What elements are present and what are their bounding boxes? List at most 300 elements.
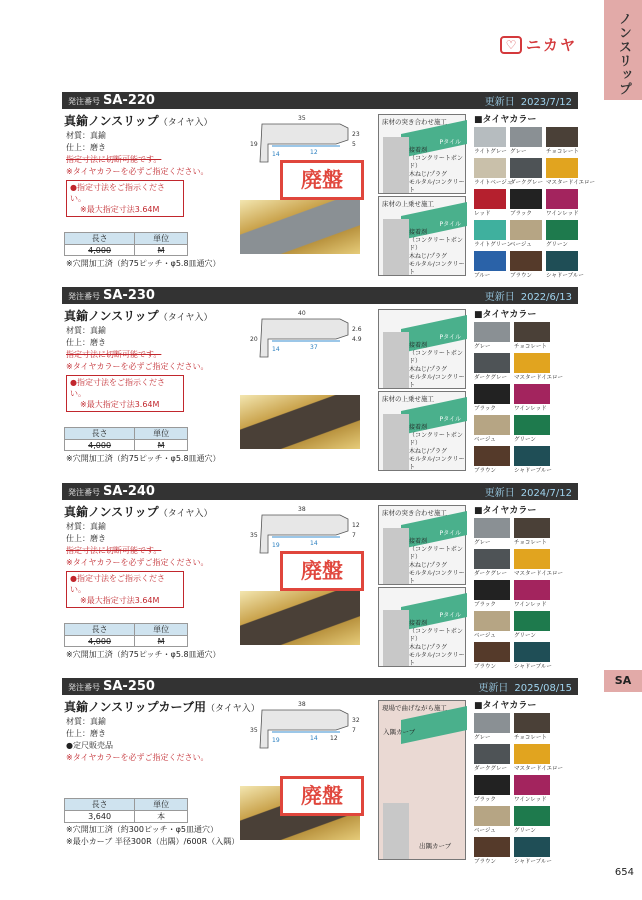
color-swatch-cell[interactable] [474, 251, 506, 280]
color-swatch-cell[interactable] [474, 415, 510, 444]
color-swatch[interactable] [474, 384, 510, 404]
color-name: グリーン [546, 242, 568, 248]
install-legend [409, 342, 465, 390]
finish-text: 仕上：磨き [66, 338, 106, 347]
color-swatch[interactable] [514, 744, 550, 764]
product-title [64, 698, 260, 715]
subfloor [383, 137, 409, 193]
color-swatch-cell[interactable] [514, 518, 550, 547]
color-name: ブラック [510, 211, 532, 217]
color-swatch-cell[interactable] [474, 744, 510, 773]
color-grid [474, 127, 596, 280]
update-date [478, 679, 572, 694]
color-swatch[interactable] [474, 806, 510, 826]
color-name: ワインレッド [514, 406, 547, 412]
order-code [68, 484, 155, 499]
product-name: 真鍮ノンスリップカーブ用 [64, 700, 206, 714]
dimension-label: 23 [352, 131, 360, 138]
install-diagram-2 [378, 587, 466, 667]
color-swatch-cell[interactable] [514, 353, 564, 382]
color-swatch[interactable] [514, 611, 550, 631]
unit-value: 本 [135, 811, 188, 823]
color-name: ベージュ [474, 437, 496, 443]
length-value: 4,000 [65, 245, 135, 256]
dimension-label: 12 [330, 735, 338, 742]
tire-color-title: ■タイヤカラー [474, 506, 537, 516]
unit-header: 単位 [135, 799, 188, 811]
tire-color-title: ■タイヤカラー [474, 310, 537, 320]
install-legend-item: 木ねじ/プラグ [409, 253, 448, 260]
color-swatch[interactable] [510, 189, 542, 209]
dimension-label: 14 [310, 540, 318, 547]
curve-label: 出隅カーブ [419, 842, 452, 850]
table-row [65, 811, 188, 823]
color-swatch[interactable] [546, 158, 578, 178]
material-text: 材質：真鍮 [66, 522, 106, 531]
tire-color-panel [474, 698, 574, 866]
material-text: 材質：真鍮 [66, 131, 106, 140]
tire-color-note: ※タイヤカラーを必ずご指定ください。 [66, 362, 209, 371]
size-note-box [66, 180, 184, 217]
update-date-label: 更新日 [484, 292, 515, 303]
curve-label: 入隅カーブ [383, 728, 416, 736]
cross-section-drawing [240, 310, 362, 361]
install-legend-item: 木ねじ/プラグ [409, 448, 448, 455]
curve-note: ※最小カーブ 半径300R（出隅）/600R（入隅） [66, 837, 240, 846]
install-legend-item: （コンクリートボンド） [409, 237, 463, 252]
color-name: ブラウン [510, 273, 533, 279]
color-name: ワインレッド [514, 797, 547, 803]
install-legend-item: （コンクリートボンド） [409, 546, 463, 561]
color-swatch[interactable] [474, 127, 506, 147]
install-legend-item: 接着剤 [409, 147, 428, 154]
size-note-box [66, 375, 184, 412]
table-header-row [65, 428, 188, 440]
color-swatch-cell[interactable] [514, 549, 564, 578]
color-swatch[interactable] [474, 415, 510, 435]
order-code-value: SA-240 [103, 484, 155, 499]
color-swatch-cell[interactable] [474, 353, 510, 382]
color-name: ワインレッド [546, 211, 579, 217]
length-header: 長さ [65, 624, 135, 636]
install-caption: 現場で曲げながら施工 [382, 704, 447, 712]
category-side-tab[interactable] [604, 0, 642, 100]
color-swatch[interactable] [474, 251, 506, 271]
tire-color-note: ※タイヤカラーを必ずご指定ください。 [66, 167, 209, 176]
dimension-label: 35 [298, 115, 306, 122]
product-name: 真鍮ノンスリップ [64, 505, 159, 519]
unit-value: M [135, 245, 188, 256]
tile-label: Pタイル [439, 139, 461, 146]
color-swatch[interactable] [514, 446, 550, 466]
color-swatch[interactable] [514, 322, 550, 342]
sale-note: ●定尺販売品 [66, 741, 113, 750]
color-swatch[interactable] [514, 353, 550, 373]
table-header-row [65, 799, 188, 811]
color-name: シャドーブルー [546, 273, 584, 279]
color-swatch-cell[interactable] [514, 713, 550, 742]
dimension-label: 19 [272, 737, 280, 744]
color-swatch-cell[interactable] [546, 158, 596, 187]
color-swatch-cell[interactable] [514, 806, 550, 835]
table-row [65, 636, 188, 647]
color-swatch[interactable] [474, 837, 510, 857]
color-swatch-cell[interactable] [474, 775, 510, 804]
color-swatch-cell[interactable] [474, 837, 510, 866]
color-swatch[interactable] [514, 837, 550, 857]
length-table [64, 623, 188, 647]
order-code [68, 679, 155, 694]
color-swatch[interactable] [474, 549, 510, 569]
color-swatch-cell[interactable] [474, 158, 513, 187]
material-text: 材質：真鍮 [66, 326, 106, 335]
section-header [62, 92, 578, 109]
color-swatch-cell[interactable] [474, 713, 510, 742]
color-swatch-cell[interactable] [510, 220, 542, 249]
subfloor [383, 803, 409, 859]
unit-value: M [135, 636, 188, 647]
color-swatch-cell[interactable] [474, 806, 510, 835]
color-swatch-cell[interactable] [474, 127, 506, 156]
install-legend [409, 538, 465, 586]
color-swatch[interactable] [474, 518, 510, 538]
cross-section-drawing [240, 116, 358, 166]
length-value: 3,640 [65, 811, 135, 823]
product-photo [240, 591, 360, 645]
color-grid [474, 713, 574, 866]
product-section [62, 678, 578, 868]
size-note-2: ※最大指定寸法3.64M [80, 400, 160, 409]
color-swatch-cell[interactable] [474, 549, 510, 578]
subfloor [383, 528, 409, 584]
color-swatch[interactable] [514, 384, 550, 404]
color-name: グリーン [514, 633, 536, 639]
color-name: ダークグレー [474, 571, 508, 577]
color-swatch[interactable] [546, 220, 578, 240]
color-grid [474, 518, 574, 671]
color-name: チョコレート [514, 735, 547, 741]
install-legend-item: モルタル/コンクリート [409, 652, 465, 667]
color-swatch-cell[interactable] [474, 580, 510, 609]
color-name: ブラック [474, 602, 496, 608]
dimension-label: 14 [272, 151, 280, 158]
color-swatch-cell[interactable] [474, 322, 510, 351]
color-swatch[interactable] [514, 549, 550, 569]
tire-color-note: ※タイヤカラーを必ずご指定ください。 [66, 753, 209, 762]
install-legend-item: 接着剤 [409, 229, 428, 236]
product-name: 真鍮ノンスリップ [64, 309, 159, 323]
size-note-1: ●指定寸法をご指示ください。 [70, 183, 165, 203]
tile-label: Pタイル [439, 612, 461, 619]
color-swatch[interactable] [514, 580, 550, 600]
length-header: 長さ [65, 233, 135, 245]
color-name: マスタードイエロー [514, 571, 564, 577]
size-note-2: ※最大指定寸法3.64M [80, 596, 160, 605]
color-name: チョコレート [546, 149, 579, 155]
color-swatch-cell[interactable] [514, 580, 550, 609]
install-legend-item: 接着剤 [409, 342, 428, 349]
update-date [485, 288, 572, 303]
length-header: 長さ [65, 799, 135, 811]
unit-header: 単位 [135, 624, 188, 636]
color-swatch[interactable] [514, 642, 550, 662]
color-name: チョコレート [514, 344, 547, 350]
tile-label: Pタイル [439, 334, 461, 341]
color-name: グリーン [514, 437, 536, 443]
unit-value: M [135, 440, 188, 451]
install-legend [409, 147, 465, 195]
color-swatch[interactable] [510, 251, 542, 271]
install-diagram-1 [378, 309, 466, 389]
color-swatch[interactable] [474, 322, 510, 342]
size-note-box [66, 571, 184, 608]
install-caption: 床材の上乗せ施工 [382, 200, 434, 208]
color-swatch-cell[interactable] [546, 189, 578, 218]
color-swatch[interactable] [510, 127, 542, 147]
update-date-value: 2024/7/12 [520, 488, 572, 499]
order-code-value: SA-230 [103, 288, 155, 303]
section-header [62, 483, 578, 500]
color-swatch-cell[interactable] [510, 127, 542, 156]
color-swatch-cell[interactable] [514, 744, 564, 773]
install-legend [409, 424, 465, 472]
color-name: ブルー [474, 273, 491, 279]
color-swatch-cell[interactable] [514, 384, 550, 413]
install-legend-item: 木ねじ/プラグ [409, 562, 448, 569]
length-value: 4,000 [65, 636, 135, 647]
cut-note-struck: 指定寸法に切断可能です。 [66, 546, 162, 555]
brand-name: ニカヤ [526, 36, 578, 54]
dimension-label: 38 [298, 701, 306, 708]
brand-logo [500, 34, 577, 55]
color-swatch[interactable] [474, 744, 510, 764]
color-name: グレー [474, 540, 491, 546]
unit-header: 単位 [135, 428, 188, 440]
color-name: シャドーブルー [514, 859, 552, 865]
dimension-label: 5 [352, 141, 356, 148]
category-label: ノンスリップ [616, 12, 631, 96]
color-swatch-cell[interactable] [546, 127, 578, 156]
dimension-label: 19 [272, 542, 280, 549]
length-table [64, 798, 188, 823]
install-legend [409, 620, 465, 668]
unit-header: 単位 [135, 233, 188, 245]
color-swatch-cell[interactable] [546, 220, 578, 249]
length-value: 4,000 [65, 440, 135, 451]
dimension-label: 7 [352, 727, 356, 734]
install-caption: 床材の上乗せ施工 [382, 395, 434, 403]
finish-text: 仕上：磨き [66, 729, 106, 738]
color-swatch-cell[interactable] [474, 446, 510, 475]
length-table [64, 232, 188, 256]
product-name-sub: （タイヤ入） [158, 313, 213, 323]
color-swatch[interactable] [514, 713, 550, 733]
subfloor [383, 332, 409, 388]
cross-section-drawing [240, 702, 358, 752]
color-swatch-cell[interactable] [474, 642, 510, 671]
install-legend-item: （コンクリートボンド） [409, 628, 463, 643]
color-swatch-cell[interactable] [474, 384, 510, 413]
color-swatch[interactable] [510, 158, 542, 178]
color-name: ブラウン [474, 664, 497, 670]
tire-color-note: ※タイヤカラーを必ずご指定ください。 [66, 558, 209, 567]
color-name: シャドーブルー [514, 468, 552, 474]
color-swatch[interactable] [474, 189, 506, 209]
hole-note: ※穴開加工済（約75ピッチ・φ5.8皿通穴） [66, 650, 221, 659]
color-swatch[interactable] [474, 353, 510, 373]
color-name: マスタードイエロー [514, 766, 564, 772]
color-name: ダークグレー [474, 375, 508, 381]
install-legend-item: （コンクリートボンド） [409, 432, 463, 447]
tire-color-title: ■タイヤカラー [474, 701, 537, 711]
color-swatch-cell[interactable] [514, 611, 550, 640]
dimension-label: 2.6 [352, 326, 362, 333]
color-swatch-cell[interactable] [514, 775, 550, 804]
order-code [68, 93, 155, 108]
color-swatch[interactable] [514, 518, 550, 538]
color-swatch-cell[interactable] [514, 837, 550, 866]
product-photo [240, 200, 360, 254]
subfloor [383, 414, 409, 470]
finish-text: 仕上：磨き [66, 143, 106, 152]
update-date [485, 93, 572, 108]
install-legend-item: モルタル/コンクリート [409, 179, 465, 194]
install-diagram-2 [378, 391, 466, 471]
install-diagram-1 [378, 700, 466, 860]
table-header-row [65, 233, 188, 245]
color-swatch[interactable] [514, 775, 550, 795]
color-swatch-cell[interactable] [514, 322, 550, 351]
install-legend-item: モルタル/コンクリート [409, 261, 465, 276]
color-swatch-cell[interactable] [474, 220, 513, 249]
order-code-label: 発注番号 [68, 97, 100, 106]
install-legend-item: 接着剤 [409, 620, 428, 627]
dimension-label: 14 [310, 735, 318, 742]
color-swatch[interactable] [474, 611, 510, 631]
section-header [62, 287, 578, 304]
install-legend-item: モルタル/コンクリート [409, 570, 465, 585]
color-swatch[interactable] [514, 415, 550, 435]
tire-color-panel [474, 307, 574, 475]
product-photo [240, 395, 360, 449]
color-swatch[interactable] [474, 446, 510, 466]
install-legend-item: 木ねじ/プラグ [409, 644, 448, 651]
product-name: 真鍮ノンスリップ [64, 114, 159, 128]
order-code-value: SA-250 [103, 679, 155, 694]
color-name: ベージュ [474, 828, 496, 834]
order-code-label: 発注番号 [68, 292, 100, 301]
color-name: ダークグレー [474, 766, 508, 772]
color-swatch-cell[interactable] [514, 642, 550, 671]
color-swatch-cell[interactable] [474, 611, 510, 640]
tire-color-title: ■タイヤカラー [474, 115, 537, 125]
hole-note: ※穴開加工済（約75ピッチ・φ5.8皿通穴） [66, 259, 221, 268]
update-date-label: 更新日 [484, 97, 515, 108]
order-code [68, 288, 155, 303]
discontinued-stamp: 廃盤 [280, 776, 364, 816]
color-name: ブラウン [474, 859, 497, 865]
install-caption: 床材の突き合わせ施工 [382, 118, 447, 126]
color-swatch[interactable] [546, 189, 578, 209]
color-swatch-cell[interactable] [514, 446, 550, 475]
color-swatch-cell[interactable] [474, 189, 506, 218]
color-swatch-cell[interactable] [510, 189, 542, 218]
color-name: ベージュ [474, 633, 496, 639]
product-section [62, 92, 596, 282]
product-name-sub: （タイヤ入） [158, 118, 213, 128]
dimension-label: 40 [298, 310, 306, 317]
product-section [62, 287, 578, 477]
dimension-label: 4.9 [352, 336, 362, 343]
product-title [64, 112, 213, 129]
table-row [65, 245, 188, 256]
product-name-sub: （タイヤ入） [158, 509, 213, 519]
color-swatch[interactable] [510, 220, 542, 240]
install-legend-item: モルタル/コンクリート [409, 374, 465, 389]
size-note-1: ●指定寸法をご指示ください。 [70, 574, 165, 594]
install-caption: 床材の突き合わせ施工 [382, 509, 447, 517]
color-swatch-cell[interactable] [510, 158, 542, 187]
color-name: シャドーブルー [514, 664, 552, 670]
color-swatch-cell[interactable] [474, 518, 510, 547]
color-swatch-cell[interactable] [546, 251, 584, 280]
sa-index-tab[interactable]: SA [604, 670, 642, 692]
cut-note-struck: 指定寸法に切断可能です。 [66, 350, 162, 359]
update-date-label: 更新日 [484, 488, 515, 499]
subfloor [383, 219, 409, 275]
color-swatch[interactable] [474, 775, 510, 795]
color-swatch-cell[interactable] [514, 415, 550, 444]
color-name: グレー [474, 735, 491, 741]
tire-color-panel [474, 503, 574, 671]
install-legend-item: 木ねじ/プラグ [409, 171, 448, 178]
color-swatch[interactable] [474, 220, 506, 240]
update-date-value: 2022/6/13 [520, 292, 572, 303]
install-diagram-1 [378, 505, 466, 585]
color-swatch[interactable] [546, 127, 578, 147]
length-header: 長さ [65, 428, 135, 440]
product-name-sub: （タイヤ入） [205, 704, 260, 714]
size-note-2: ※最大指定寸法3.64M [80, 205, 160, 214]
discontinued-stamp: 廃盤 [280, 551, 364, 591]
color-swatch[interactable] [474, 642, 510, 662]
color-name: ライトグレー [474, 149, 507, 155]
color-name: グレー [474, 344, 491, 350]
color-swatch[interactable] [474, 713, 510, 733]
color-name: レッド [474, 211, 491, 217]
color-swatch[interactable] [474, 158, 506, 178]
install-legend-item: モルタル/コンクリート [409, 456, 465, 471]
dimension-label: 12 [310, 149, 318, 156]
color-name: マスタードイエロー [514, 375, 564, 381]
dimension-label: 12 [352, 522, 360, 529]
color-swatch[interactable] [474, 580, 510, 600]
dimension-label: 38 [298, 506, 306, 513]
heart-icon: ♡ [500, 36, 522, 54]
update-date-label: 更新日 [478, 683, 509, 694]
color-swatch-cell[interactable] [510, 251, 542, 280]
color-swatch[interactable] [546, 251, 578, 271]
color-name: ブラック [474, 797, 496, 803]
install-legend-item: 接着剤 [409, 424, 428, 431]
product-title [64, 307, 213, 324]
update-date [485, 484, 572, 499]
color-swatch[interactable] [514, 806, 550, 826]
color-grid [474, 322, 574, 475]
length-table [64, 427, 188, 451]
discontinued-stamp: 廃盤 [280, 160, 364, 200]
hole-note: ※穴開加工済（約300ピッチ・φ5皿通穴） [66, 825, 219, 834]
